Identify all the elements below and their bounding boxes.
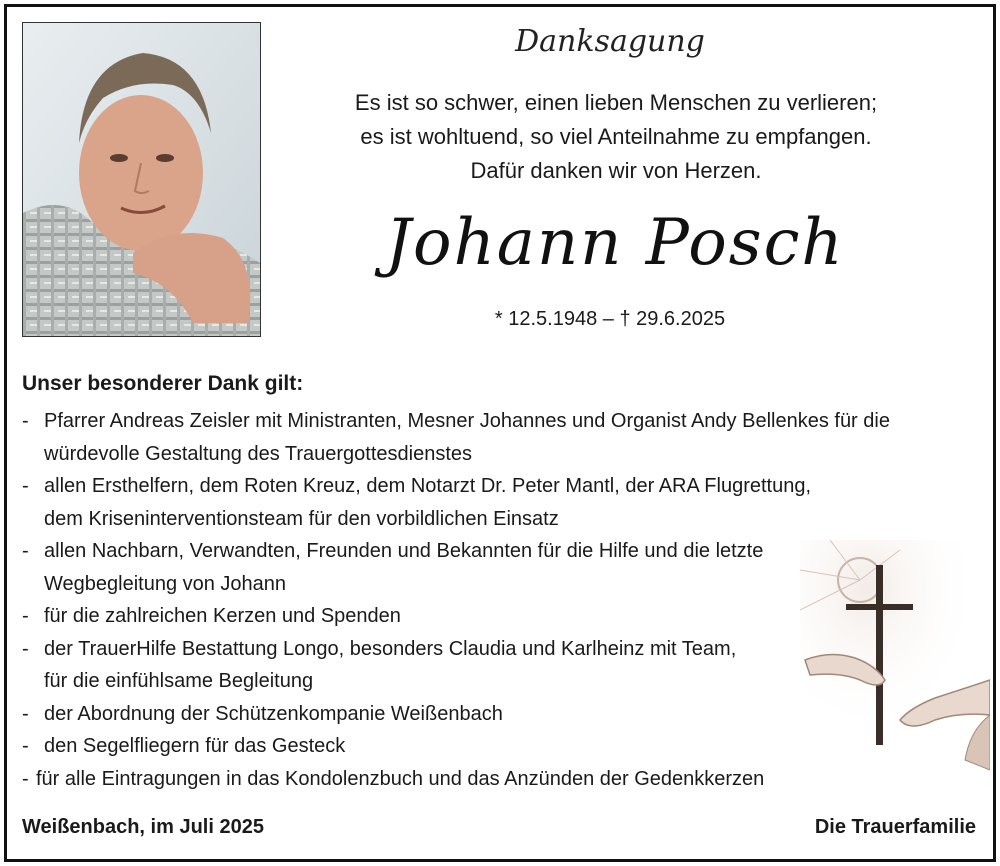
thanks-item-line: der Abordnung der Schützenkompanie Weißenbach xyxy=(44,702,503,725)
thanks-item-line: allen Nachbarn, Verwandten, Freunden und Bekannten für die Hilfe und die letzte xyxy=(44,540,764,562)
thanks-item-line: Pfarrer Andreas Zeisler mit Ministranten, Mesner Johannes und Organist Andy Bellenkes für die xyxy=(44,410,890,432)
footer-place-date: Weißenbach, im Juli 2025 xyxy=(22,816,264,838)
intro-line: Dafür danken wir von Herzen. xyxy=(470,158,762,183)
thanks-item xyxy=(22,470,962,535)
dash: - xyxy=(22,637,29,660)
thanks-item xyxy=(22,405,962,470)
dash: - xyxy=(22,767,29,790)
intro-line: es ist wohltuend, so viel Anteilnahme zu empfangen. xyxy=(360,124,872,149)
dash: - xyxy=(22,605,29,627)
portrait-photo xyxy=(22,22,261,337)
thanks-item-line: für alle Eintragungen in das Kondolenzbuch und das Anzünden der Gedenkkerzen xyxy=(36,767,765,790)
thanks-item-line: den Segelfliegern für das Gesteck xyxy=(44,735,346,757)
thanks-heading: Unser besonderer Dank gilt: xyxy=(22,372,304,395)
thanks-item-line: allen Ersthelfern, dem Roten Kreuz, dem Notarzt Dr. Peter Mantl, der ARA Flugrettung, xyxy=(44,475,812,497)
footer-signature: Die Trauerfamilie xyxy=(814,816,976,838)
dash: - xyxy=(22,735,29,757)
dash: - xyxy=(22,702,29,725)
thanks-item-line: dem Kriseninterventionsteam für den vorbildlichen Einsatz xyxy=(44,507,559,530)
thanks-item-line: Wegbegleitung von Johann xyxy=(44,572,287,595)
thanks-item-line: der TrauerHilfe Bestattung Longo, besonders Claudia und Karlheinz mit Team, xyxy=(44,637,737,660)
thanks-item-line: für die zahlreichen Kerzen und Spenden xyxy=(44,605,401,627)
heading-danksagung: Danksagung xyxy=(515,24,705,59)
dash: - xyxy=(22,410,29,432)
thanks-item-line: würdevolle Gestaltung des Trauergottesdienstes xyxy=(44,442,473,465)
intro-text xyxy=(300,86,932,188)
thanks-item-line: für die einfühlsame Begleitung xyxy=(44,670,314,692)
deceased-name: Johann Posch xyxy=(385,206,845,280)
cross-hands-illustration xyxy=(800,540,990,785)
intro-line: Es ist so schwer, einen lieben Menschen zu verlieren; xyxy=(354,90,878,115)
life-dates: * 12.5.1948 – † 29.6.2025 xyxy=(494,308,726,330)
dash: - xyxy=(22,475,29,497)
dash: - xyxy=(22,540,29,562)
